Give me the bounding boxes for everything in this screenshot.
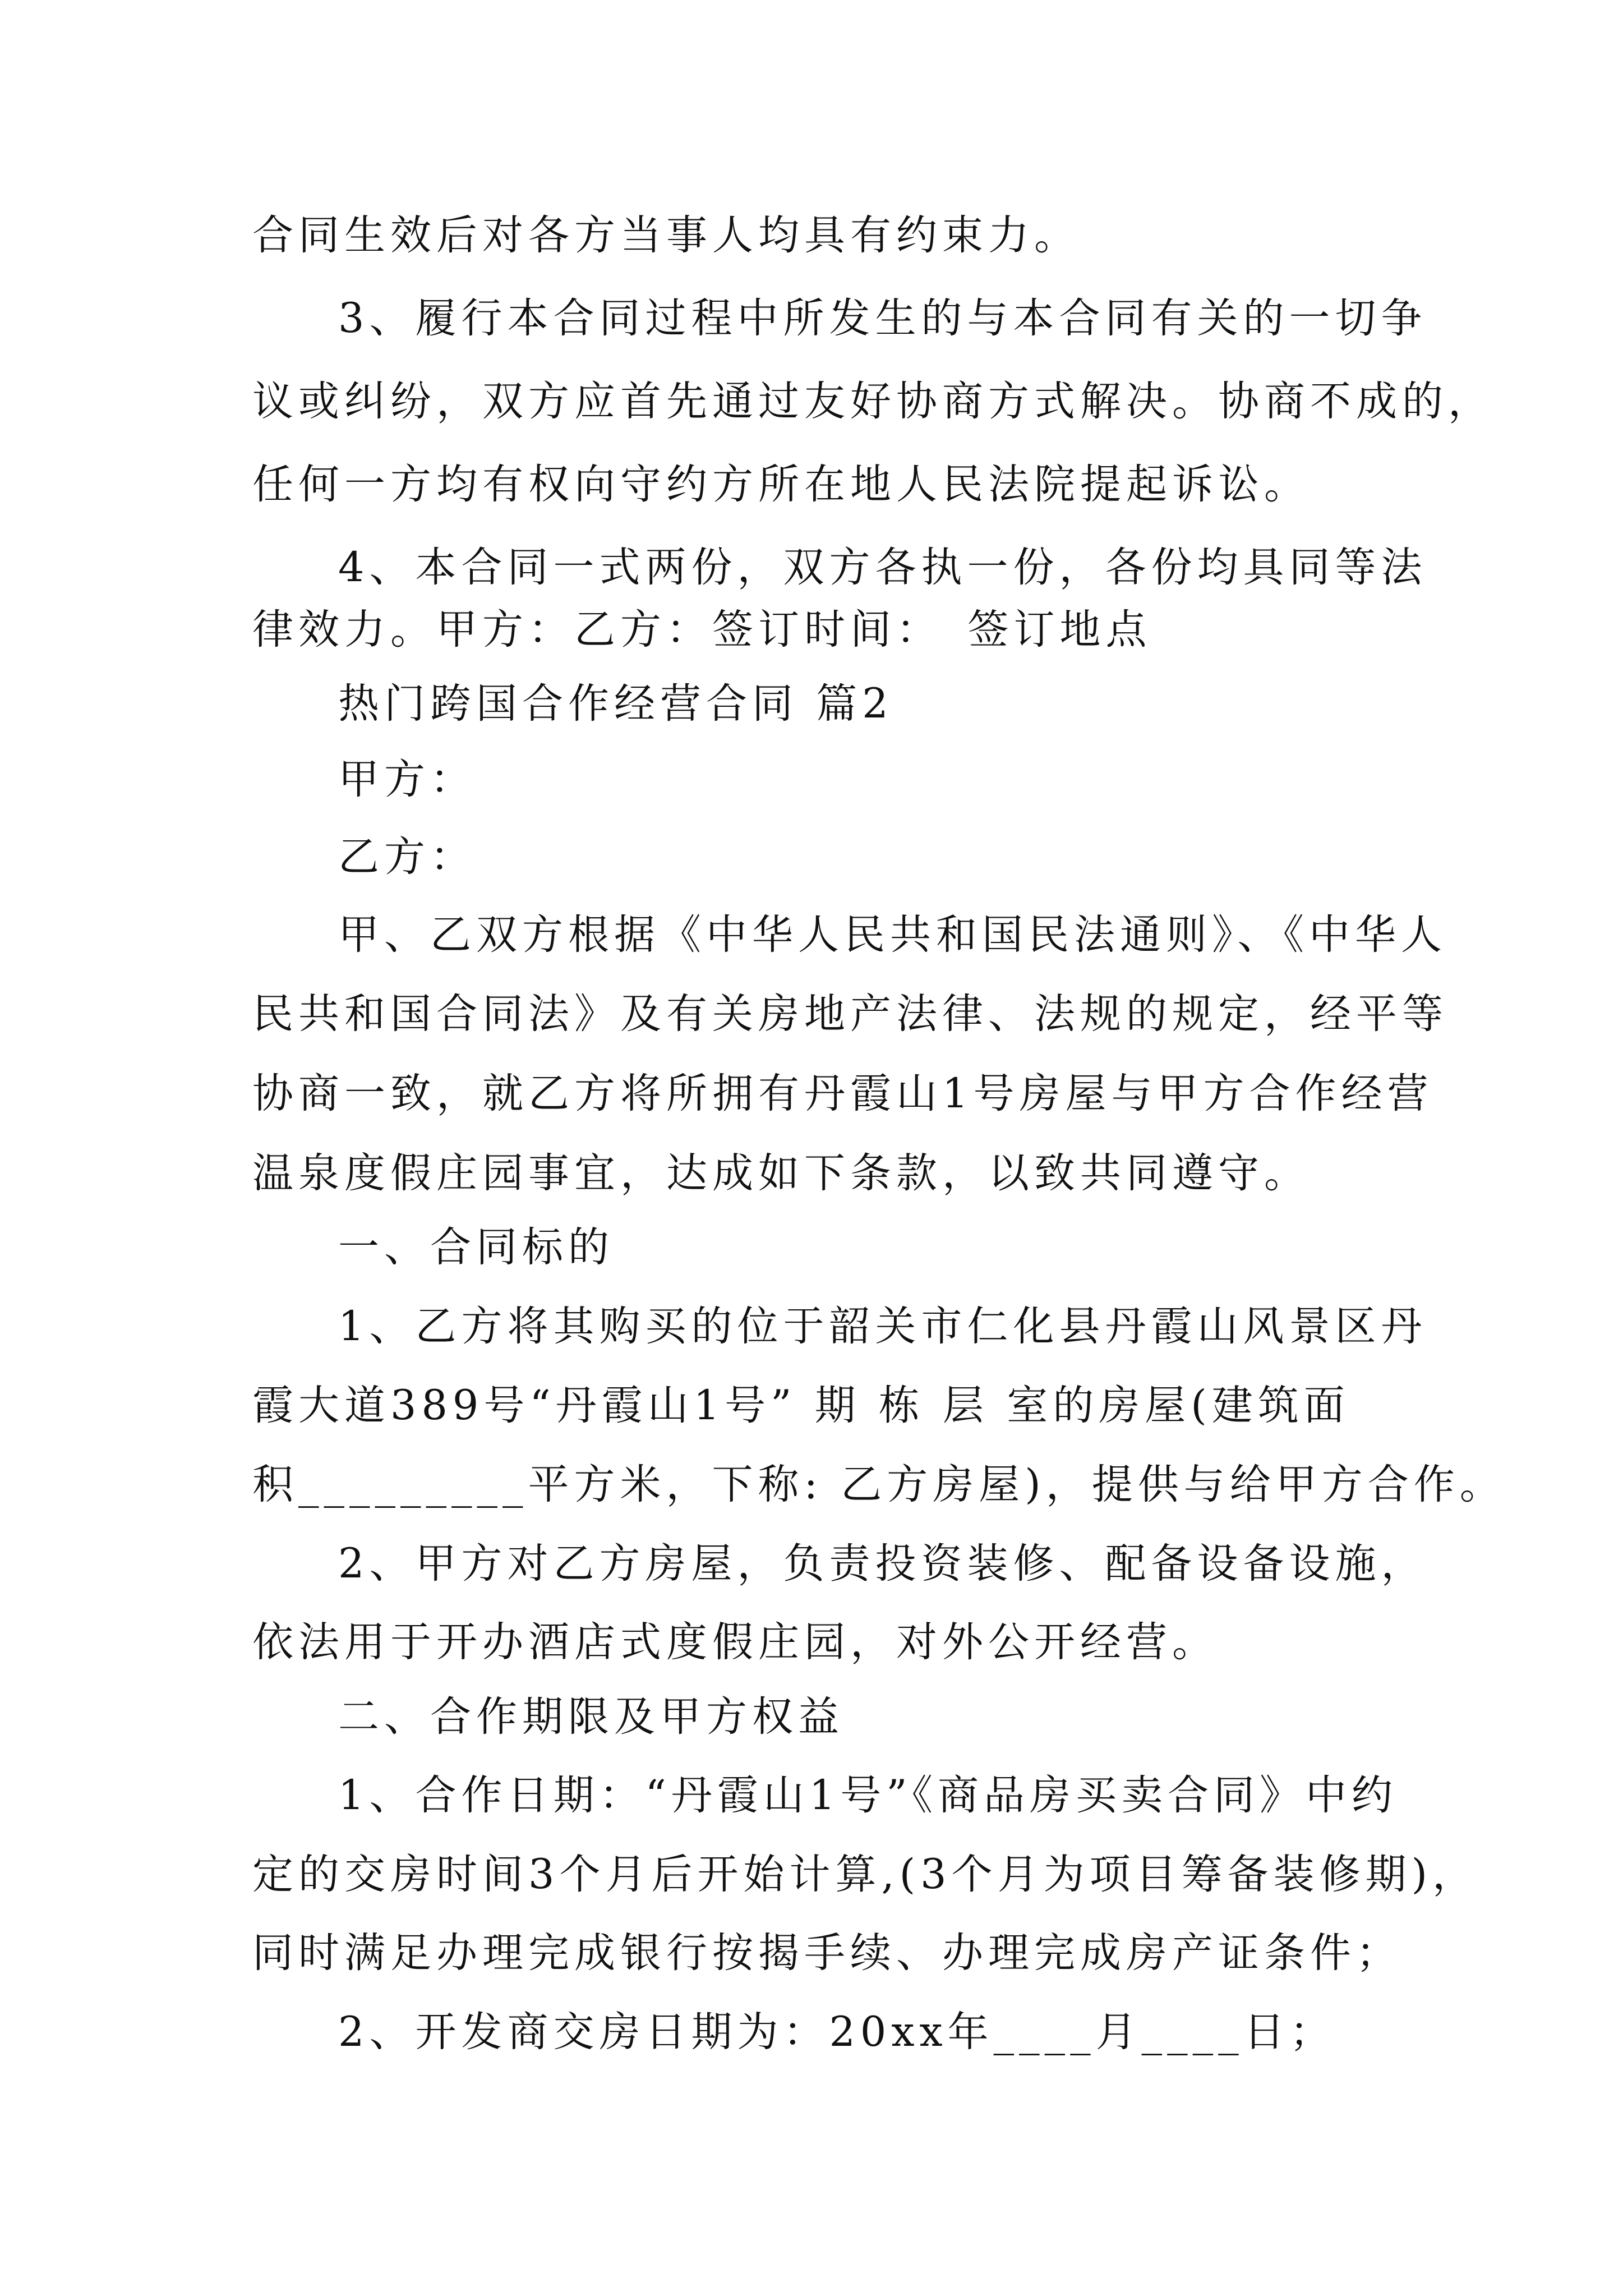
section-title: 热门跨国合作经营合同 篇2 <box>338 680 893 728</box>
clause-1-line: 1、乙方将其购买的位于韶关市仁化县丹霞山风景区丹 <box>338 1303 1427 1350</box>
clause-3-line: 3、履行本合同过程中所发生的与本合同有关的一切争 <box>338 295 1427 342</box>
party-b-label: 乙方： <box>338 833 476 881</box>
body-text-line: 民共和国合同法》及有关房地产法律、法规的规定，经平等 <box>252 990 1448 1038</box>
body-text-line: 积_________平方米，下称: 乙方房屋)，提供与给甲方合作。 <box>252 1461 1506 1508</box>
clause-4-line: 4、本合同一式两份，双方各执一份，各份均具同等法 <box>338 544 1427 591</box>
body-text-line: 同时满足办理完成银行按揭手续、办理完成房产证条件； <box>252 1929 1402 1977</box>
clause-1-line: 1、合作日期：“丹霞山1号”《商品房买卖合同》中约 <box>338 1772 1398 1819</box>
body-text-line: 议或纠纷，双方应首先通过友好协商方式解决。协商不成的， <box>252 378 1494 425</box>
body-text-line: 霞大道389号“丹霞山1号” 期 栋 层 室的房屋(建筑面 <box>252 1382 1350 1429</box>
heading-cooperation-term: 二、合作期限及甲方权益 <box>338 1693 844 1741</box>
body-text-line: 合同生效后对各方当事人均具有约束力。 <box>252 211 1080 259</box>
body-text-line: 定的交房时间3个月后开始计算,(3个月为项目筹备装修期)， <box>252 1851 1479 1898</box>
body-text-line: 温泉度假庄园事宜，达成如下条款，以致共同遵守。 <box>252 1149 1310 1197</box>
heading-contract-subject: 一、合同标的 <box>338 1223 614 1271</box>
body-text-line: 依法用于开办酒店式度假庄园，对外公开经营。 <box>252 1618 1218 1666</box>
clause-2-line: 2、甲方对乙方房屋，负责投资装修、配备设备设施， <box>338 1540 1427 1588</box>
clause-2-line: 2、开发商交房日期为：20xx年____月____日； <box>338 2008 1336 2056</box>
body-text-line: 任何一方均有权向守约方所在地人民法院提起诉讼。 <box>252 461 1310 508</box>
signature-line: 律效力。甲方：乙方：签订时间： 签订地点 <box>252 606 1152 654</box>
body-text-line: 协商一致，就乙方将所拥有丹霞山1号房屋与甲方合作经营 <box>252 1070 1433 1117</box>
party-a-label: 甲方： <box>338 756 476 803</box>
preamble-line: 甲、乙双方根据《中华人民共和国民法通则》、《中华人 <box>338 911 1447 959</box>
